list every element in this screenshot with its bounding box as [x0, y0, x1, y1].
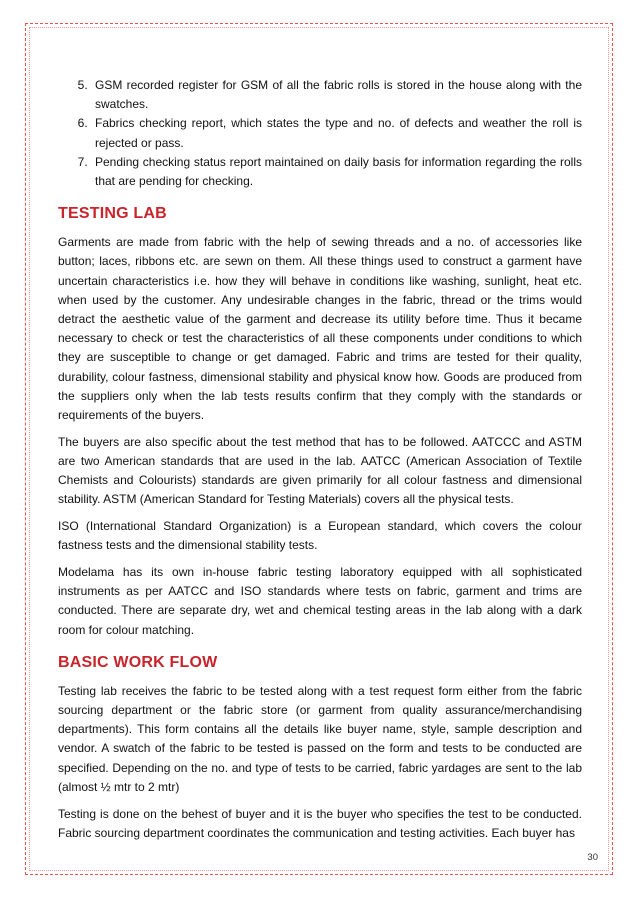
numbered-list — [58, 76, 582, 191]
list-item: 6. Fabrics checking report, which states the type and no. of defects and weather the roll is rejected or pass. — [91, 114, 582, 152]
paragraph: ISO (International Standard Organization) is a European standard, which covers the colour fastness tests and the dimensional stability tests. — [58, 519, 582, 553]
page-number: 30 — [587, 852, 598, 863]
paragraph: Testing is done on the behest of buyer and it is the buyer who specifies the test to be conducted. Fabric sourcing department coordinates the communication and testing activities. Each buyer has — [58, 806, 582, 840]
list-item: 5. GSM recorded register for GSM of all the fabric rolls is stored in the house along with the swatches. — [91, 76, 582, 114]
paragraph: The buyers are also specific about the test method that has to be followed. AATCCC and ASTM are two American standards that are used in the lab. AATCC (American Association of Textile Chemists and Colourists) standards are given primarily for all colour fastness and dimensional stability. ASTM (American Standard for Testing Materials) covers all the physical tests. — [58, 434, 582, 507]
list-item: 7. Pending checking status report maintained on daily basis for information regarding the rolls that are pending for checking. — [91, 153, 582, 191]
paragraph: Garments are made from fabric with the help of sewing threads and a no. of accessories like button; laces, ribbons etc. are sewn on them. All these things used to construct a garment have uncertain characteristics i.e. how they will behave in conditions like washing, sunlight, heat etc. when used by the customer. Any undesirable changes in the fabric, thread or the trims would detract the aesthetic value of the garment and decrease its utility before time. Thus it became necessary to check or test the characteristics of all these components under conditions to which they are susceptible to change or get damaged. Fabric and trims are tested for their quality, durability, colour fastness, dimensional stability and physical know how. Goods are produced from the suppliers only when the lab tests results confirm that they comply with the standards or requirements of the buyers. — [58, 235, 582, 423]
paragraph: Testing lab receives the fabric to be tested along with a test request form either from the fabric sourcing department or the fabric store (or garment from quality assurance/merchandising departments). This form contains all the details like buyer name, style, sample description and vendor. A swatch of the fabric to be tested is passed on the form and tests to be conducted are specified. Depending on the no. and type of tests to be carried, fabric yardages are sent to the lab (almost ½ mtr to 2 mtr) — [58, 683, 582, 794]
paragraph: Modelama has its own in-house fabric testing laboratory equipped with all sophisticated instruments as per AATCC and ISO standards where tests on fabric, garment and trims are conducted. There are separate dry, wet and chemical testing areas in the lab along with a dark room for colour matching. — [58, 564, 582, 637]
section-heading-basic-work-flow: BASIC WORK FLOW — [58, 653, 218, 671]
page-content — [58, 76, 582, 850]
section-heading-testing-lab: TESTING LAB — [58, 205, 167, 223]
